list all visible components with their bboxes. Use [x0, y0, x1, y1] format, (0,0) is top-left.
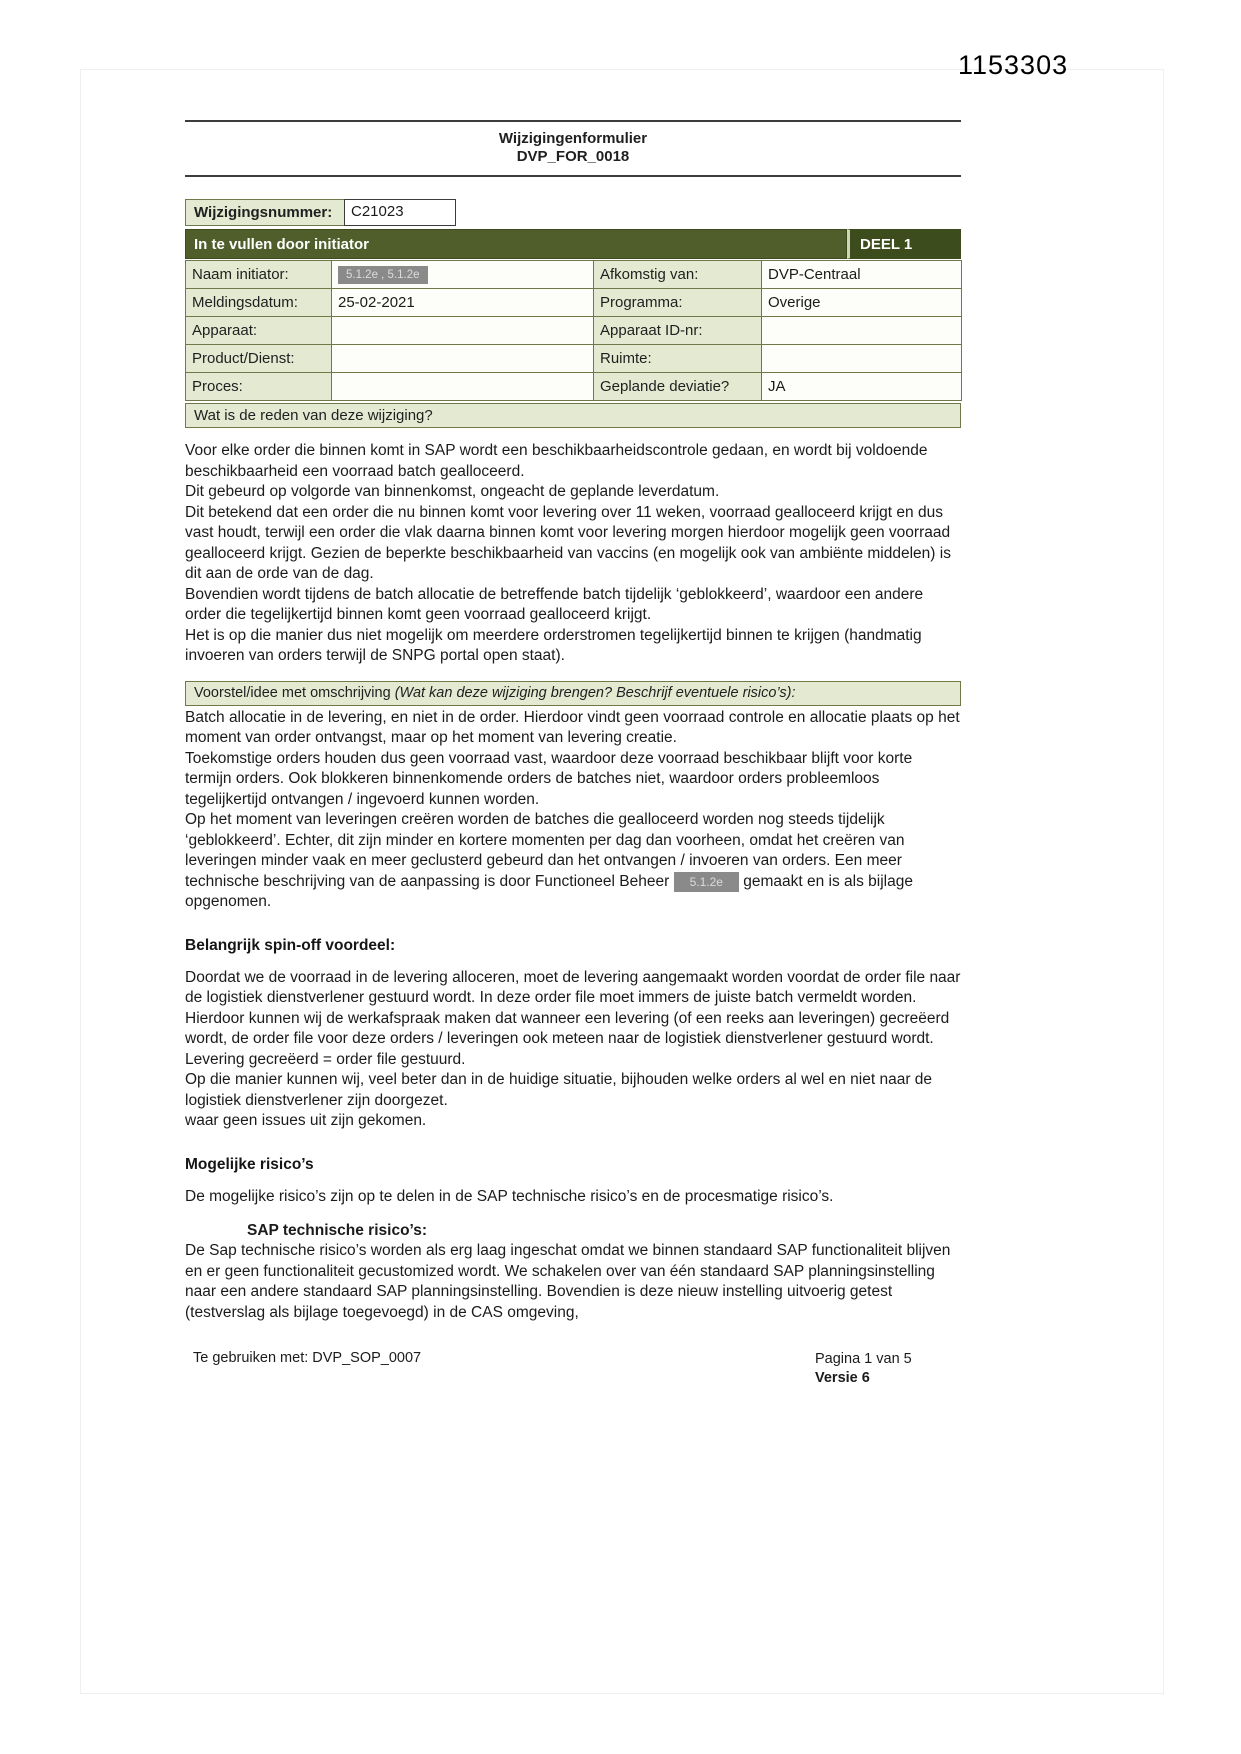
field-programma[interactable]: Overige: [762, 289, 962, 317]
doc-number: 1153303: [958, 50, 1069, 80]
form-title: Wijzigingenformulier: [498, 130, 648, 147]
label-meldingsdatum: Meldingsdatum:: [186, 289, 332, 317]
title-divider-bottom: [185, 175, 961, 177]
paragraph-text: gemaakt en is als bijlage opgenomen.: [185, 872, 913, 911]
table-row: [186, 261, 962, 289]
label-geplande-deviatie: Geplande deviatie?: [594, 373, 762, 401]
table-row: [186, 345, 962, 373]
sap-risico-heading: SAP technische risico’s:: [247, 1222, 428, 1240]
paragraph: Het is op die manier dus niet mogelijk om meerdere orderstromen tegelijkertijd binnen te krijgen (handmatig invoeren van orders terwijl de SNPG portal open staat).: [185, 626, 922, 664]
voorstel-header-note: (Wat kan deze wijziging brengen? Beschrijf eventuele risico’s):: [394, 684, 796, 701]
paragraph-with-redaction: [185, 810, 961, 913]
label-afkomstig-van: Afkomstig van:: [594, 261, 762, 289]
footer-page-number: Pagina 1 van 5: [815, 1351, 912, 1367]
paragraph-text: Op het moment van leveringen creëren worden de batches die gealloceerd worden nog steeds tijdelijk ‘geblokkeerd’. Echter, dit zijn minder en kortere momenten per dag dan voorheen, omdat het creëren van leveringen minder vaak en meer geclusterd gebeurd dan het ontvangen / invoeren van orders. Een meer technische beschrijving van de aanpassing is door Functioneel Beheer: [185, 811, 905, 890]
wijzigingsnummer-row: [185, 199, 961, 226]
field-apparaat[interactable]: [332, 317, 594, 345]
field-naam-initiator[interactable]: [332, 261, 594, 289]
footer-usage-note: Te gebruiken met: DVP_SOP_0007: [193, 1350, 422, 1366]
field-afkomstig-van[interactable]: DVP-Centraal: [762, 261, 962, 289]
label-programma: Programma:: [594, 289, 762, 317]
reden-section-header: Wat is de reden van deze wijziging?: [185, 403, 961, 428]
redaction-box: 5.1.2e , 5.1.2e: [338, 266, 428, 284]
initiator-section-title: In te vullen door initiator: [185, 229, 847, 259]
field-product-dienst[interactable]: [332, 345, 594, 373]
document-content: [185, 120, 961, 1323]
sap-risico-text: De Sap technische risico’s worden als erg laag ingeschat omdat we binnen standaard SAP functionaliteit blijven en er geen functionaliteit gecustomized wordt. We schakelen over van één standaard SAP planningsinstelling naar een andere standaard SAP planningsinstelling. Bovendien is deze nieuw instelling uitvoerig getest (testverslag als bijlage toegevoegd) in de CAS omgeving,: [185, 1242, 951, 1321]
voorstel-section-header: [185, 681, 961, 706]
label-proces: Proces:: [186, 373, 332, 401]
field-proces[interactable]: [332, 373, 594, 401]
field-ruimte[interactable]: [762, 345, 962, 373]
paragraph: waar geen issues uit zijn gekomen.: [185, 1112, 427, 1130]
paragraph: Doordat we de voorraad in de levering alloceren, moet de levering aangemaakt worden voordat de order file naar de logistiek dienstverlener gestuurd wordt. In deze order file moet immers de juiste batch vermeldt worden. Hierdoor kunnen wij de werkafspraak maken dat wanneer een levering (of een reeks aan leveringen) gecreëerd wordt, de order file voor deze orders / leveringen ook meteen naar de logistiek dienstverlener gestuurd wordt. Levering gecreëerd = order file gestuurd.: [185, 968, 961, 1068]
voorstel-header-text: Voorstel/idee met omschrijving: [194, 684, 391, 701]
table-row: [186, 317, 962, 345]
label-apparaat-id-nr: Apparaat ID-nr:: [594, 317, 762, 345]
paragraph: Voor elke order die binnen komt in SAP wordt een beschikbaarheidscontrole gedaan, en wordt bij voldoende beschikbaarheid een voorraad batch gealloceerd.: [185, 442, 928, 480]
footer-version: Versie 6: [815, 1370, 870, 1386]
reden-text: [185, 441, 961, 667]
spinoff-heading: Belangrijk spin-off voordeel:: [185, 936, 396, 954]
form-code: DVP_FOR_0018: [516, 148, 630, 165]
paragraph: Op die manier kunnen wij, veel beter dan in de huidige situatie, bijhouden welke orders al wel en niet naar de logistiek dienstverlener zijn doorgezet.: [185, 1071, 933, 1109]
form-title-block: [185, 122, 961, 175]
label-ruimte: Ruimte:: [594, 345, 762, 373]
paragraph: Dit betekend dat een order die nu binnen komt voor levering over 11 weken, voorraad gealloceerd krijgt en dus vast houdt, terwijl een order die vlak daarna binnen komt voor levering morgen hierdoor mogelijk geen voorraad gealloceerd krijgt. Gezien de beperkte beschikbaarheid van vaccins (en mogelijk ook van ambiënte middelen) is dit aan de orde van de dag.: [185, 503, 951, 582]
spinoff-text: [185, 968, 961, 1132]
paragraph: Dit gebeurd op volgorde van binnenkomst, ongeacht de geplande leverdatum.: [185, 483, 720, 500]
voorstel-text: [185, 708, 961, 913]
initiator-section-header: [185, 229, 961, 259]
table-row: [186, 289, 962, 317]
page-footer: [185, 1350, 961, 1386]
footer-page-block: [815, 1350, 912, 1388]
wijzigingsnummer-field[interactable]: C21023: [344, 199, 456, 226]
paragraph: Batch allocatie in de levering, en niet in de order. Hierdoor vindt geen voorraad controle en allocatie plaats op het moment van order ontvangst, maar op het moment van levering creatie.: [185, 708, 960, 746]
wijzigingsnummer-label: Wijzigingsnummer:: [185, 199, 345, 226]
label-apparaat: Apparaat:: [186, 317, 332, 345]
paragraph: Bovendien wordt tijdens de batch allocatie de betreffende batch tijdelijk ‘geblokkeerd’, waardoor een andere order die tegelijkertijd binnen komt geen voorraad gealloceerd krijgt.: [185, 585, 924, 623]
field-geplande-deviatie[interactable]: JA: [762, 373, 962, 401]
redaction-box: 5.1.2e: [674, 872, 739, 892]
paragraph: Toekomstige orders houden dus geen voorraad vast, waardoor deze voorraad beschikbaar blijft voor korte termijn orders. Ook blokkeren binnenkomende orders de batches niet, waardoor orders probleemloos tegelijkertijd ontvangen / ingevoerd kunnen worden.: [185, 749, 913, 808]
label-naam-initiator: Naam initiator:: [186, 261, 332, 289]
field-apparaat-id-nr[interactable]: [762, 317, 962, 345]
field-meldingsdatum[interactable]: 25-02-2021: [332, 289, 594, 317]
label-product-dienst: Product/Dienst:: [186, 345, 332, 373]
risico-intro: De mogelijke risico’s zijn op te delen in de SAP technische risico’s en de procesmatige risico’s.: [185, 1187, 834, 1205]
deel-badge: DEEL 1: [847, 229, 961, 259]
table-row: [186, 373, 962, 401]
initiator-form-table: [185, 260, 962, 401]
risico-heading: Mogelijke risico’s: [185, 1155, 314, 1173]
